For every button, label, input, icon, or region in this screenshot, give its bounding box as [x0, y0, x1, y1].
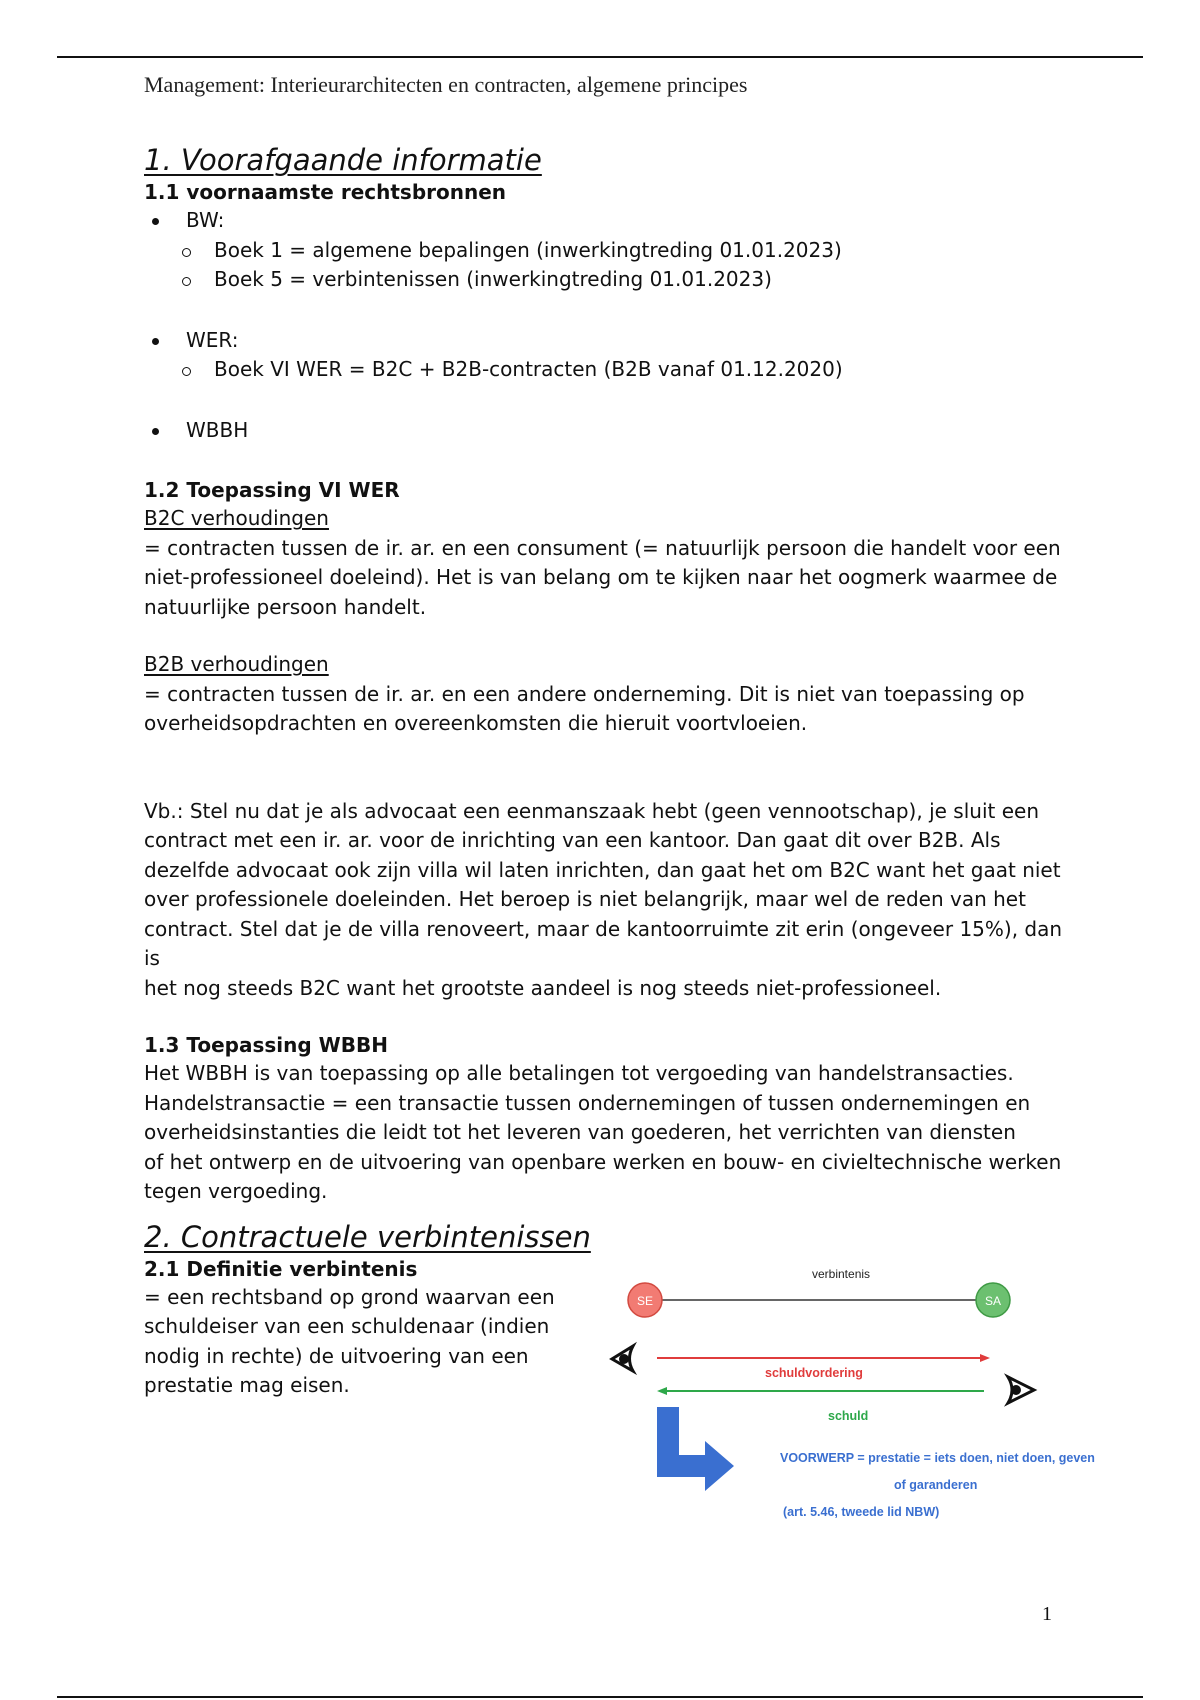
section-2-1-heading: 2.1 Definitie verbintenis: [144, 1256, 418, 1281]
object-line-2: of garanderen: [894, 1478, 978, 1492]
footer-rule: [57, 1696, 1143, 1698]
sources-list: [144, 206, 1084, 295]
schuld-arrowhead: [657, 1387, 667, 1395]
text-line: tegen vergoeding.: [144, 1179, 328, 1203]
text-line: niet-professioneel doeleind). Het is van belang om te kijken naar het oogmerk waarmee de: [144, 565, 1058, 589]
text-line: overheidsinstanties die leidt tot het leveren van goederen, het verrichten van diensten: [144, 1120, 1016, 1144]
text-line: natuurlijke persoon handelt.: [144, 594, 427, 619]
schuldvordering-arrowhead: [980, 1354, 990, 1362]
list-item-bw: [144, 206, 1084, 295]
section-1-1-heading: 1.1 voornaamste rechtsbronnen: [144, 180, 507, 204]
text-line: schuldeiser van een schuldenaar (indien: [144, 1314, 550, 1338]
text-line: = een rechtsband op grond waarvan een: [144, 1284, 555, 1309]
list-item-wbbh: WBBH: [144, 416, 1084, 446]
text-line: Het WBBH is van toepassing op alle betalingen tot vergoeding van handelstransacties.: [144, 1061, 1014, 1085]
schuldvordering-label: schuldvordering: [765, 1366, 863, 1380]
section-2-heading: 2. Contractuele verbintenissen: [144, 1219, 591, 1254]
example-line: contract. Stel dat je de villa renoveert, maar de kantoorruimte zit erin (ongeveer 15%), dan is: [144, 916, 1063, 970]
section-1-2-heading: 1.2 Toepassing VI WER: [144, 478, 400, 502]
sources-list-wer: [144, 326, 1084, 385]
list-item-wer: [144, 326, 1084, 385]
b2c-title: B2C verhoudingen: [144, 506, 329, 530]
example-line: over professionele doeleinden. Het beroep is niet belangrijk, maar wel de reden van het: [144, 887, 1026, 911]
b2b-title: B2B verhoudingen: [144, 652, 329, 676]
text-line: = contracten tussen de ir. ar. en een consument (= natuurlijk persoon die handelt voor een: [144, 535, 1061, 560]
verbintenis-label: verbintenis: [812, 1267, 871, 1281]
bw-sublist: [186, 236, 1084, 295]
obligation-diagram: [600, 1255, 1140, 1535]
list-item: Boek 1 = algemene bepalingen (inwerkingtreding 01.01.2023): [144, 236, 1084, 266]
se-node-label: SE: [636, 1294, 654, 1308]
example-line: het nog steeds B2C want het grootste aandeel is nog steeds niet-professioneel.: [144, 975, 942, 1000]
object-line-1: VOORWERP = prestatie = iets doen, niet doen, geven: [780, 1451, 1095, 1465]
wer-sublist: [186, 355, 1084, 385]
eye-left-icon: [612, 1346, 633, 1371]
list-item: Boek VI WER = B2C + B2B-contracten (B2B vanaf 01.12.2020): [144, 355, 1084, 385]
header-rule: [57, 56, 1143, 58]
example-line: Vb.: Stel nu dat je als advocaat een eenmanszaak hebt (geen vennootschap), je sluit een: [144, 798, 1039, 823]
wer-label: WER:: [186, 327, 239, 352]
page-number: 1: [1042, 1603, 1052, 1625]
text-line: overheidsopdrachten en overeenkomsten die hieruit voortvloeien.: [144, 711, 808, 735]
section-1-heading: 1. Voorafgaande informatie: [144, 143, 542, 177]
page-header: Management: Interieurarchitecten en contracten, algemene principes: [144, 72, 748, 97]
object-reference: (art. 5.46, tweede lid NBW): [783, 1505, 940, 1519]
text-line: of het ontwerp en de uitvoering van openbare werken en bouw- en civieltechnische werken: [144, 1149, 1062, 1174]
blue-turn-arrow-icon: [657, 1407, 734, 1491]
bw-label: BW:: [186, 208, 225, 232]
text-line: = contracten tussen de ir. ar. en een andere onderneming. Dit is niet van toepassing op: [144, 681, 1025, 706]
sources-list-wbbh: [144, 416, 1084, 446]
schuld-label: schuld: [828, 1409, 869, 1423]
page-content: [144, 142, 1084, 1401]
list-item: Boek 5 = verbintenissen (inwerkingtreding 01.01.2023): [144, 265, 1084, 295]
text-line: nodig in rechte) de uitvoering van een: [144, 1343, 529, 1368]
text-line: prestatie mag eisen.: [144, 1373, 350, 1397]
section-1-3-heading: 1.3 Toepassing WBBH: [144, 1033, 388, 1057]
definition-text: [144, 1255, 564, 1401]
eye-right-icon: [1008, 1377, 1034, 1403]
text-line: Handelstransactie = een transactie tussen ondernemingen of tussen ondernemingen en: [144, 1090, 1031, 1115]
sa-node-label: SA: [984, 1294, 1002, 1308]
example-line: contract met een ir. ar. voor de inrichting van een kantoor. Dan gaat dit over B2B. Als: [144, 828, 1001, 852]
example-line: dezelfde advocaat ook zijn villa wil laten inrichten, dan gaat het om B2C want het gaat niet: [144, 857, 1061, 882]
